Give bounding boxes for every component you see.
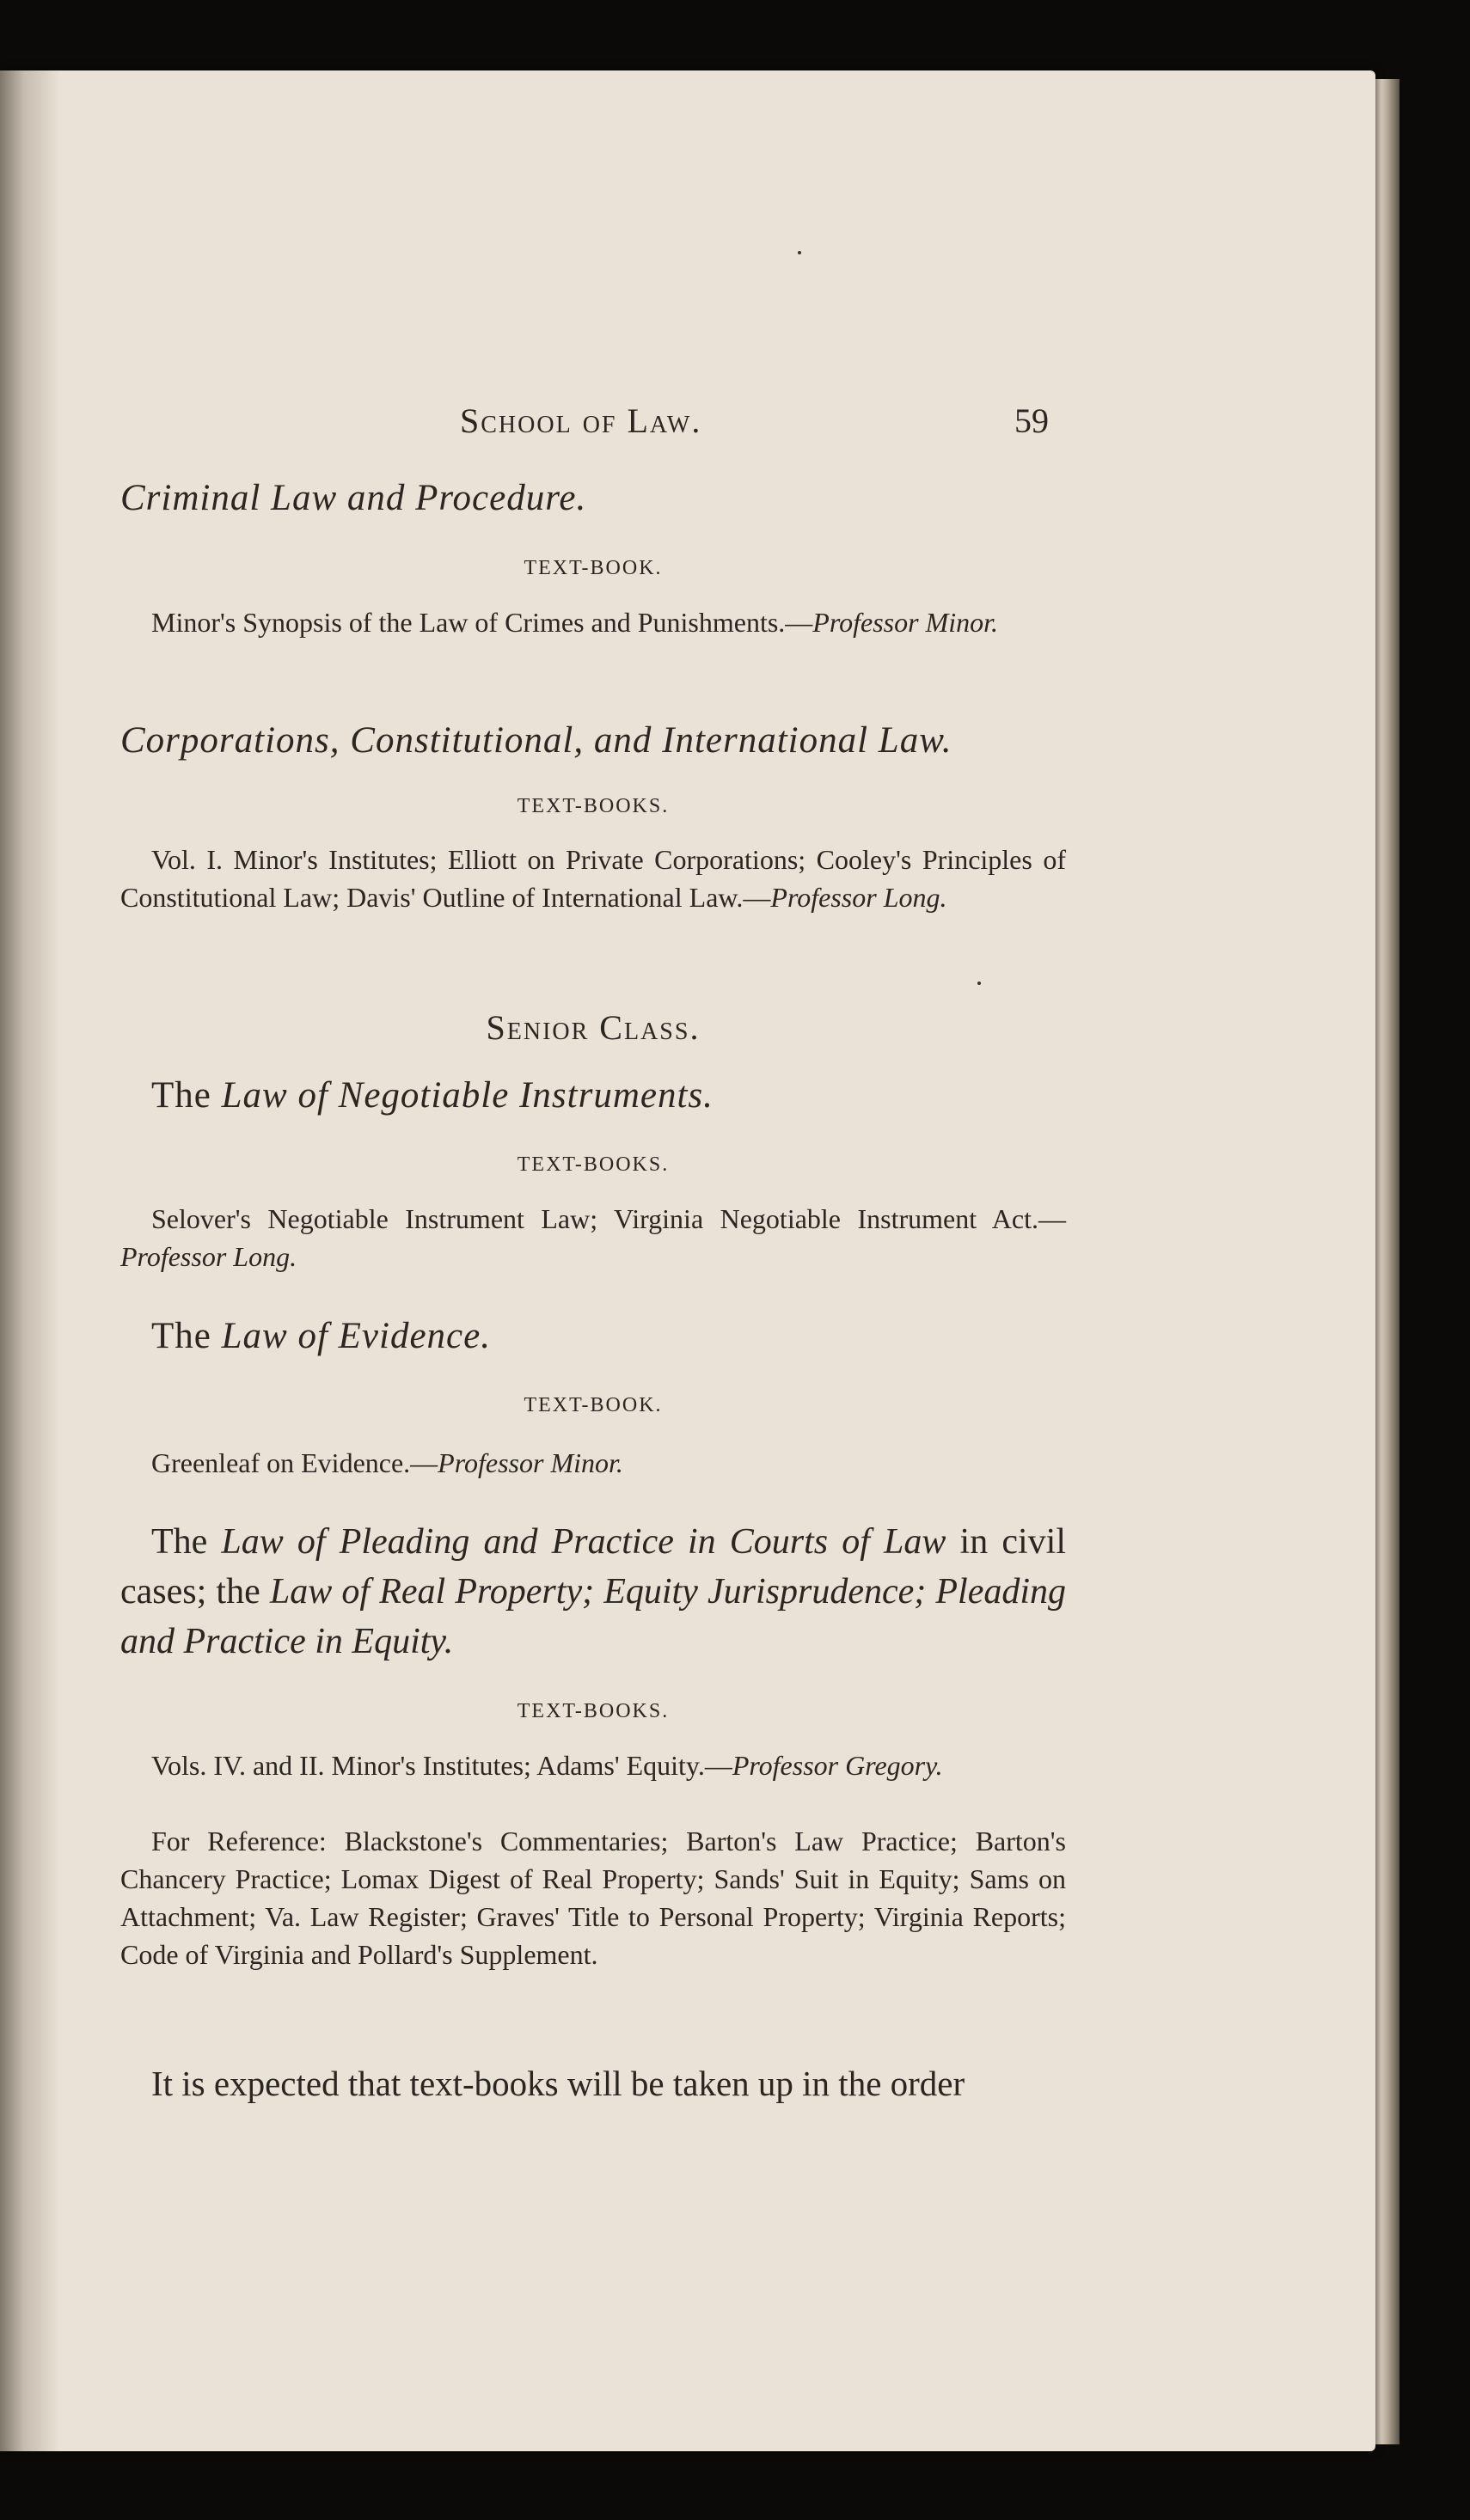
pleading-professor: Professor Gregory. <box>732 1750 943 1781</box>
heading-corporations-law: Corporations, Constitutional, and International Law. <box>120 720 952 761</box>
speck-mark <box>798 251 801 254</box>
evidence-professor: Professor Minor. <box>438 1447 623 1478</box>
page-edge <box>1374 79 1400 2444</box>
pleading-mid: in civil cases; the <box>120 1522 1066 1612</box>
paragraph-evidence-textbook <box>120 1444 1066 1482</box>
speck-mark <box>977 982 981 985</box>
pleading-italic-1: Law of Pleading and Practice in Courts of Law <box>221 1522 946 1562</box>
running-title: School of Law. <box>460 401 702 440</box>
evidence-text: Greenleaf on Evidence.— <box>151 1447 438 1478</box>
paragraph-closing: It is expected that text-books will be taken up in the order <box>151 2064 965 2103</box>
heading-negotiable-instruments <box>151 1074 1097 1116</box>
label-criminal-textbook: TEXT-BOOK. <box>524 557 663 579</box>
corporations-professor: Professor Long. <box>770 882 947 913</box>
paragraph-corporations-textbooks <box>120 841 1066 916</box>
heading-evidence <box>151 1315 1097 1357</box>
negotiable-heading-italic: Law of Negotiable Instruments. <box>221 1075 714 1116</box>
evidence-heading-prefix: The <box>151 1316 211 1356</box>
label-negotiable-textbooks: TEXT-BOOKS. <box>517 1153 670 1176</box>
senior-class-title: Senior Class. <box>486 1008 701 1047</box>
criminal-text: Minor's Synopsis of the Law of Crimes and Punishments.— <box>151 607 813 638</box>
heading-criminal-law: Criminal Law and Procedure. <box>120 478 587 518</box>
evidence-heading-italic: Law of Evidence. <box>221 1316 491 1356</box>
negotiable-professor: Professor Long. <box>120 1241 297 1272</box>
paragraph-negotiable-textbooks <box>120 1200 1066 1275</box>
paragraph-pleading-heading <box>120 1517 1066 1667</box>
label-corporations-textbooks: TEXT-BOOKS. <box>517 795 670 817</box>
criminal-professor: Professor Minor. <box>812 607 999 638</box>
paragraph-criminal-textbooks <box>120 603 1066 641</box>
pleading-text: Vols. IV. and II. Minor's Institutes; Adams' Equity.— <box>151 1750 732 1781</box>
pleading-prefix: The <box>151 1522 208 1562</box>
label-pleading-textbooks: TEXT-BOOKS. <box>517 1700 670 1722</box>
negotiable-text: Selover's Negotiable Instrument Law; Virginia Negotiable Instrument Act.— <box>151 1203 1066 1234</box>
paragraph-reference-works: For Reference: Blackstone's Commentaries; Barton's Law Practice; Barton's Chancery Practice; Lomax Digest of Real Property; Sands' Suit in Equity; Sams on Attachment; Va. Law Register; Graves' Title to Personal Property; Virginia Reports; Code of Virginia and Pollard's Supplement. <box>120 1826 1066 1970</box>
pleading-italic-2: Law of Real Property; Equity Jurisprudence; Pleading and Practice in Equity. <box>120 1572 1067 1661</box>
negotiable-heading-prefix: The <box>151 1075 211 1116</box>
page-number: 59 <box>1014 401 1049 440</box>
label-evidence-textbook: TEXT-BOOK. <box>524 1394 663 1416</box>
spine-shadow <box>0 70 60 2451</box>
corporations-text: Vol. I. Minor's Institutes; Elliott on Private Corporations; Cooley's Principles of Constitutional Law; Davis' Outline of International Law.— <box>120 844 1066 913</box>
paragraph-pleading-textbooks <box>120 1746 1066 1784</box>
